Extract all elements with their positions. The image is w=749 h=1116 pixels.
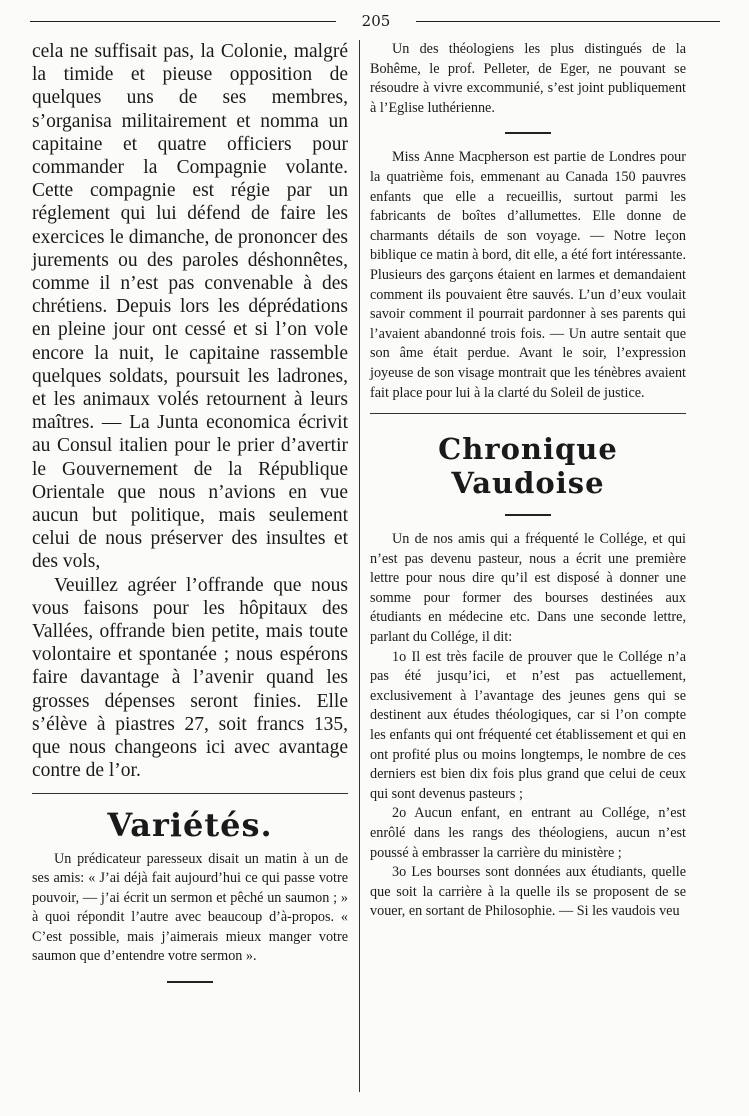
chronique-intro: Un de nos amis qui a fréquenté le Collége, et qui n’est pas devenu pasteur, nous a écrit une première lettre pour nous dire qu’il est disposé à donner une somme pour former des bourses destinées aux étudiants en médecine etc. Dans une seconde lettre, parlant du Collége, il dit: — [370, 531, 686, 646]
colony-paragraph: cela ne suffisait pas, la Colonie, malgré la timide et pieuse opposition de quelques uns de ses membres, s’organisa militairement et nomma un capitaine et quatre officiers pour commander la Compagnie volante. Cette compagnie est régie par un réglement qui lui défend de faire les exercices le dimanche, de prononcer des jurements ou des paroles déshonnêtes, comme il n’est pas convenable à des chrétiens. Depuis lors les déprédations en pleine jour ont cessé et si l’on vole encore la nuit, le capitaine rassemble quelques soldats, poursuit les ladrones, et les animaux volés retournent à leurs maîtres. — La Junta economica écrivit au Consul italien pour le prier d’avertir le Gouvernement de la République Orientale que nous n’avions en vue aucun but politique, mais seulement celui de nous préserver des insultes et des vols, — [32, 41, 348, 573]
header-rule-right — [416, 21, 720, 22]
chronique-point-2: 2o Aucun enfant, en entrant au Collége, n’est enrôlé dans les rangs des théologiens, aucun n’est poussé à embrasser la carrière du ministère ; — [370, 805, 686, 861]
varietes-section — [32, 850, 348, 968]
page-number: 205 — [361, 12, 391, 30]
column-divider — [359, 40, 360, 1092]
header-rule-left — [30, 21, 336, 22]
varietes-heading: Variétés. — [107, 805, 273, 844]
chronique-section — [370, 530, 686, 922]
chronique-heading: Chronique Vaudoise — [438, 432, 618, 501]
news-section — [370, 40, 686, 403]
colony-article — [32, 40, 348, 783]
separator-dash — [167, 981, 213, 983]
news-item-macpherson: Miss Anne Macpherson est partie de Londres pour la quatrième fois, emmenant au Canada 150 pauvres enfants que elle a recueillis, surtout parmi les fabricants de boîtes d’allumettes. Elle donne de charmants détails de son voyage. — Notre leçon biblique ce matin à bord, dit elle, a été fort intéressante. Plusieurs des garçons étaient en larmes et demandaient comment ils pouvaient être sauvés. L’un d’eux voulait savoir comment il pourrait pardonner à ses parents qui l’avaient abandonné trois fois. — Un autre sentait que son âme était perdue. Avant le soir, l’expression joyeuse de son visage montrait que les ténèbres avaient fait place pour lui à la clarté du Soleil de justice. — [370, 149, 686, 401]
chronique-point-1: 1o Il est très facile de prouver que le Collége n’a pas été jusqu’ici, et n’est pas actuellement, exclusivement à l’avantage des jeunes gens qui se destinent aux études théologiques, car si l’on compte les enfants qui ont fréquenté cet établissement et qui en ont profité plus ou moins longtemps, le nombre de ces derniers est bien dix fois plus grand que celui de ceux qui sont devenus pasteurs ; — [370, 648, 686, 802]
right-column — [370, 40, 686, 922]
left-column — [32, 40, 348, 997]
chronique-point-3: 3o Les bourses sont données aux étudiants, quelle que soit la carrière à la quelle ils se proposent de se vouer, en sortant de Philosophie. — Si les vaudois veu — [370, 864, 686, 920]
section-rule — [370, 413, 686, 414]
varietes-anecdote: Un prédicateur paresseux disait un matin à un de ses amis: « J’ai déjà fait aujourd’hui ce qui passe votre pouvoir, — j’ai écrit un sermon et pêché un saumon ; » à quoi répondit l’autre avec beaucoup d’à-propos. « C’est possible, mais j’aimerais mieux manger votre saumon que d’entendre votre sermon ». — [32, 850, 348, 965]
offering-paragraph: Veuillez agréer l’offrande que nous vous faisons pour les hôpitaux des Vallées, offrande bien petite, mais toute volontaire et spontanée ; nous espérons faire davantage à l’avenir quand les grosses dépenses seront finies. Elle s’élève à piastres 27, soit francs 135, que nous changeons ici avec avantage contre de l’or. — [32, 574, 348, 782]
separator-dash — [505, 514, 551, 516]
page-header — [30, 2, 720, 42]
news-item-theologian: Un des théologiens les plus distingués de la Bohême, le prof. Pelleter, de Eger, ne pouvant se résoudre à vivre excommunié, s’est joint publiquement à l’Eglise luthérienne. — [370, 41, 686, 116]
separator-dash — [505, 132, 551, 134]
section-rule — [32, 793, 348, 794]
